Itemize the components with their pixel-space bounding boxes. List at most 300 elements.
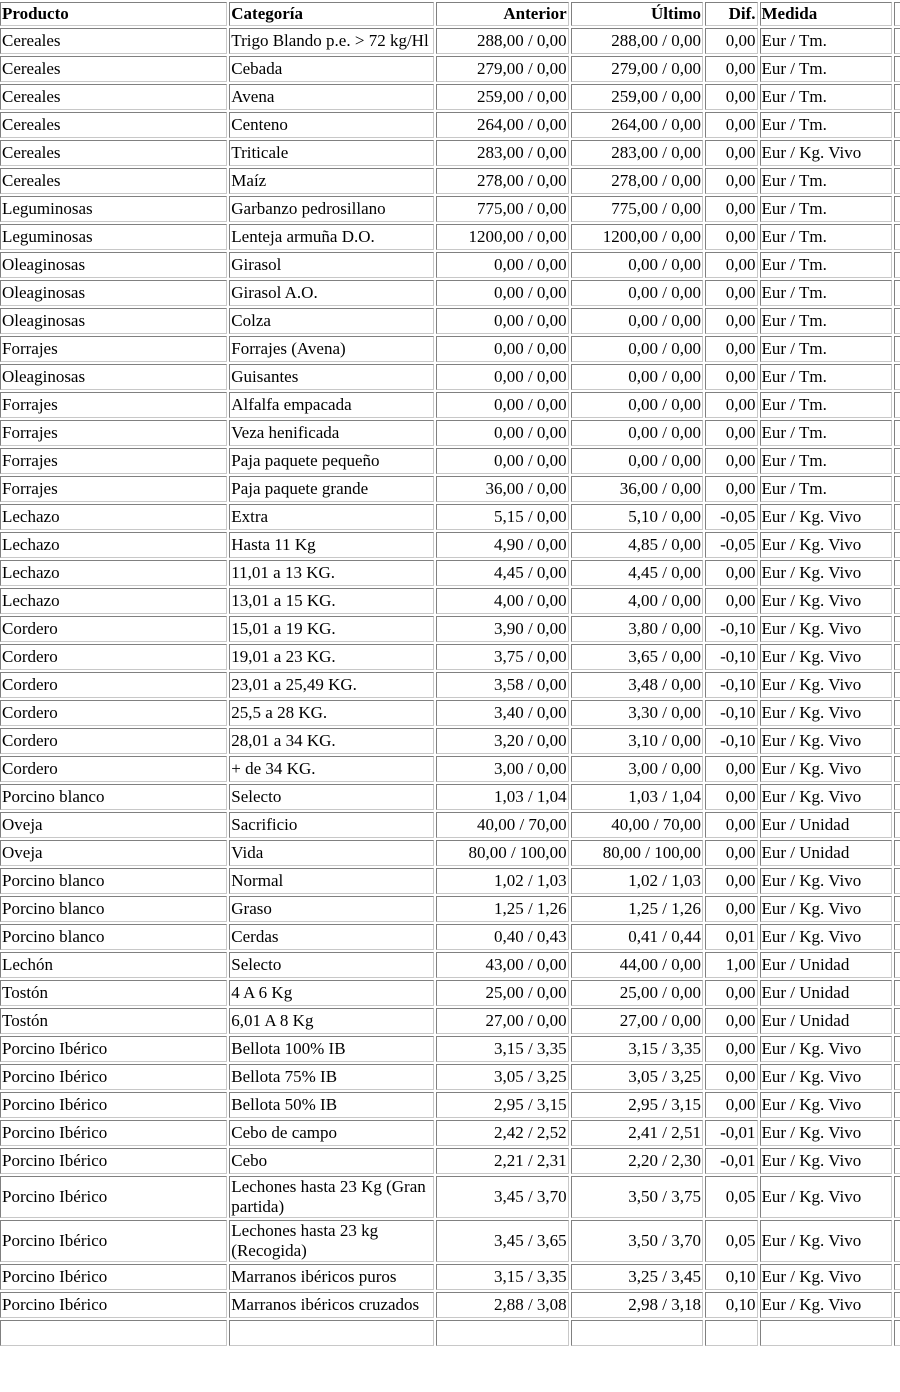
dif-cell: 0,00 [705, 1092, 758, 1118]
extra-cell [894, 364, 900, 390]
medida-cell: Eur / Kg. Vivo [760, 532, 892, 558]
producto-cell: Cereales [0, 112, 227, 138]
extra-cell [894, 1092, 900, 1118]
medida-cell: Eur / Unidad [760, 980, 892, 1006]
dif-cell: 0,01 [705, 924, 758, 950]
ultimo-cell: 2,95 / 3,15 [571, 1092, 703, 1118]
ultimo-cell: 4,85 / 0,00 [571, 532, 703, 558]
cut-off-cell [760, 1320, 892, 1346]
categoria-cell: Colza [229, 308, 434, 334]
medida-cell: Eur / Kg. Vivo [760, 672, 892, 698]
anterior-cell: 0,00 / 0,00 [436, 448, 568, 474]
dif-cell: 0,00 [705, 1036, 758, 1062]
anterior-cell: 36,00 / 0,00 [436, 476, 568, 502]
medida-cell: Eur / Tm. [760, 308, 892, 334]
extra-cell [894, 868, 900, 894]
ultimo-cell: 0,00 / 0,00 [571, 280, 703, 306]
categoria-cell: Lechones hasta 23 kg (Recogida) [229, 1220, 434, 1262]
table-row [0, 448, 900, 474]
dif-cell: 0,05 [705, 1220, 758, 1262]
producto-cell: Lechazo [0, 560, 227, 586]
extra-cell [894, 1292, 900, 1318]
categoria-cell: 19,01 a 23 KG. [229, 644, 434, 670]
medida-cell: Eur / Unidad [760, 952, 892, 978]
anterior-cell: 1,25 / 1,26 [436, 896, 568, 922]
table-row [0, 84, 900, 110]
ultimo-cell: 259,00 / 0,00 [571, 84, 703, 110]
anterior-cell: 4,00 / 0,00 [436, 588, 568, 614]
medida-cell: Eur / Kg. Vivo [760, 1264, 892, 1290]
anterior-cell: 2,42 / 2,52 [436, 1120, 568, 1146]
producto-cell: Lechazo [0, 532, 227, 558]
extra-cell [894, 336, 900, 362]
cut-off-cell [705, 1320, 758, 1346]
anterior-cell: 279,00 / 0,00 [436, 56, 568, 82]
table-row [0, 392, 900, 418]
table-row [0, 1292, 900, 1318]
table-row [0, 840, 900, 866]
ultimo-cell: 2,20 / 2,30 [571, 1148, 703, 1174]
extra-cell [894, 1120, 900, 1146]
categoria-cell: Guisantes [229, 364, 434, 390]
medida-cell: Eur / Kg. Vivo [760, 1220, 892, 1262]
ultimo-cell: 40,00 / 70,00 [571, 812, 703, 838]
medida-cell: Eur / Kg. Vivo [760, 1148, 892, 1174]
medida-cell: Eur / Tm. [760, 56, 892, 82]
medida-cell: Eur / Kg. Vivo [760, 896, 892, 922]
cut-off-row [0, 1320, 900, 1346]
ultimo-cell: 3,15 / 3,35 [571, 1036, 703, 1062]
medida-cell: Eur / Kg. Vivo [760, 756, 892, 782]
extra-cell [894, 84, 900, 110]
extra-cell [894, 1148, 900, 1174]
ultimo-cell: 288,00 / 0,00 [571, 28, 703, 54]
extra-cell [894, 1036, 900, 1062]
table-row [0, 644, 900, 670]
anterior-cell: 0,00 / 0,00 [436, 336, 568, 362]
ultimo-cell: 2,41 / 2,51 [571, 1120, 703, 1146]
table-row [0, 952, 900, 978]
producto-cell: Oleaginosas [0, 280, 227, 306]
producto-cell: Cereales [0, 28, 227, 54]
extra-cell [894, 1176, 900, 1218]
medida-cell: Eur / Kg. Vivo [760, 1120, 892, 1146]
anterior-cell: 2,88 / 3,08 [436, 1292, 568, 1318]
producto-cell: Porcino Ibérico [0, 1148, 227, 1174]
categoria-cell: Girasol A.O. [229, 280, 434, 306]
medida-cell: Eur / Tm. [760, 476, 892, 502]
ultimo-cell: 3,25 / 3,45 [571, 1264, 703, 1290]
categoria-cell: Lenteja armuña D.O. [229, 224, 434, 250]
dif-cell: 0,00 [705, 420, 758, 446]
medida-cell: Eur / Kg. Vivo [760, 700, 892, 726]
producto-cell: Oveja [0, 840, 227, 866]
extra-cell [894, 308, 900, 334]
extra-cell [894, 28, 900, 54]
dif-cell: 1,00 [705, 952, 758, 978]
table-row [0, 896, 900, 922]
categoria-cell: Paja paquete pequeño [229, 448, 434, 474]
extra-cell [894, 644, 900, 670]
cut-off-cell [0, 1320, 227, 1346]
dif-cell: 0,10 [705, 1292, 758, 1318]
producto-cell: Forrajes [0, 476, 227, 502]
dif-cell: 0,00 [705, 560, 758, 586]
producto-cell: Porcino blanco [0, 868, 227, 894]
dif-cell: -0,10 [705, 728, 758, 754]
categoria-cell: Hasta 11 Kg [229, 532, 434, 558]
dif-cell: 0,00 [705, 308, 758, 334]
anterior-cell: 3,90 / 0,00 [436, 616, 568, 642]
anterior-cell: 283,00 / 0,00 [436, 140, 568, 166]
medida-cell: Eur / Tm. [760, 112, 892, 138]
dif-cell: 0,00 [705, 1008, 758, 1034]
categoria-cell: + de 34 KG. [229, 756, 434, 782]
extra-cell [894, 700, 900, 726]
categoria-cell: Bellota 100% IB [229, 1036, 434, 1062]
table-row [0, 308, 900, 334]
medida-cell: Eur / Tm. [760, 252, 892, 278]
extra-cell [894, 420, 900, 446]
ultimo-cell: 25,00 / 0,00 [571, 980, 703, 1006]
extra-cell [894, 392, 900, 418]
categoria-cell: Paja paquete grande [229, 476, 434, 502]
extra-cell [894, 1264, 900, 1290]
ultimo-cell: 3,10 / 0,00 [571, 728, 703, 754]
anterior-cell: 288,00 / 0,00 [436, 28, 568, 54]
ultimo-cell: 0,00 / 0,00 [571, 364, 703, 390]
medida-cell: Eur / Tm. [760, 28, 892, 54]
extra-cell [894, 476, 900, 502]
ultimo-cell: 3,05 / 3,25 [571, 1064, 703, 1090]
ultimo-cell: 264,00 / 0,00 [571, 112, 703, 138]
dif-cell: 0,00 [705, 868, 758, 894]
cut-off-cell [436, 1320, 568, 1346]
table-row [0, 168, 900, 194]
dif-cell: 0,00 [705, 392, 758, 418]
producto-cell: Forrajes [0, 448, 227, 474]
anterior-cell: 25,00 / 0,00 [436, 980, 568, 1006]
ultimo-cell: 0,00 / 0,00 [571, 448, 703, 474]
ultimo-cell: 0,00 / 0,00 [571, 308, 703, 334]
ultimo-cell: 0,00 / 0,00 [571, 336, 703, 362]
ultimo-cell: 27,00 / 0,00 [571, 1008, 703, 1034]
header-anterior: Anterior [436, 2, 568, 26]
extra-cell [894, 616, 900, 642]
producto-cell: Porcino Ibérico [0, 1064, 227, 1090]
table-row [0, 1264, 900, 1290]
anterior-cell: 3,40 / 0,00 [436, 700, 568, 726]
dif-cell: 0,00 [705, 812, 758, 838]
table-row [0, 812, 900, 838]
ultimo-cell: 3,50 / 3,70 [571, 1220, 703, 1262]
ultimo-cell: 1,02 / 1,03 [571, 868, 703, 894]
medida-cell: Eur / Kg. Vivo [760, 784, 892, 810]
table-row [0, 28, 900, 54]
anterior-cell: 0,00 / 0,00 [436, 280, 568, 306]
extra-cell [894, 224, 900, 250]
producto-cell: Porcino Ibérico [0, 1264, 227, 1290]
header-row [0, 2, 900, 26]
table-row [0, 504, 900, 530]
extra-cell [894, 140, 900, 166]
ultimo-cell: 3,80 / 0,00 [571, 616, 703, 642]
anterior-cell: 3,20 / 0,00 [436, 728, 568, 754]
anterior-cell: 278,00 / 0,00 [436, 168, 568, 194]
dif-cell: -0,05 [705, 504, 758, 530]
producto-cell: Oleaginosas [0, 364, 227, 390]
producto-cell: Cordero [0, 756, 227, 782]
categoria-cell: Graso [229, 896, 434, 922]
table-row [0, 868, 900, 894]
medida-cell: Eur / Tm. [760, 336, 892, 362]
producto-cell: Cereales [0, 84, 227, 110]
header-producto: Producto [0, 2, 227, 26]
medida-cell: Eur / Kg. Vivo [760, 1292, 892, 1318]
table-row [0, 1092, 900, 1118]
ultimo-cell: 0,00 / 0,00 [571, 392, 703, 418]
producto-cell: Porcino Ibérico [0, 1292, 227, 1318]
table-row [0, 1008, 900, 1034]
table-row [0, 588, 900, 614]
extra-cell [894, 560, 900, 586]
producto-cell: Lechazo [0, 588, 227, 614]
table-row [0, 336, 900, 362]
extra-cell [894, 1064, 900, 1090]
anterior-cell: 3,58 / 0,00 [436, 672, 568, 698]
producto-cell: Tostón [0, 1008, 227, 1034]
dif-cell: 0,10 [705, 1264, 758, 1290]
categoria-cell: Sacrificio [229, 812, 434, 838]
anterior-cell: 0,00 / 0,00 [436, 420, 568, 446]
anterior-cell: 0,00 / 0,00 [436, 364, 568, 390]
table-row [0, 700, 900, 726]
table-row [0, 980, 900, 1006]
table-row [0, 196, 900, 222]
cut-off-cell [894, 1320, 900, 1346]
producto-cell: Leguminosas [0, 196, 227, 222]
ultimo-cell: 44,00 / 0,00 [571, 952, 703, 978]
dif-cell: 0,00 [705, 784, 758, 810]
producto-cell: Porcino Ibérico [0, 1120, 227, 1146]
extra-cell [894, 924, 900, 950]
ultimo-cell: 2,98 / 3,18 [571, 1292, 703, 1318]
dif-cell: 0,00 [705, 336, 758, 362]
anterior-cell: 0,00 / 0,00 [436, 392, 568, 418]
categoria-cell: Veza henificada [229, 420, 434, 446]
medida-cell: Eur / Kg. Vivo [760, 616, 892, 642]
dif-cell: 0,00 [705, 756, 758, 782]
table-row [0, 616, 900, 642]
extra-cell [894, 504, 900, 530]
producto-cell: Porcino Ibérico [0, 1036, 227, 1062]
medida-cell: Eur / Tm. [760, 84, 892, 110]
table-row [0, 560, 900, 586]
table-row [0, 784, 900, 810]
table-row [0, 56, 900, 82]
categoria-cell: Centeno [229, 112, 434, 138]
producto-cell: Cordero [0, 672, 227, 698]
table-row [0, 924, 900, 950]
dif-cell: 0,00 [705, 140, 758, 166]
medida-cell: Eur / Kg. Vivo [760, 504, 892, 530]
categoria-cell: Alfalfa empacada [229, 392, 434, 418]
producto-cell: Cordero [0, 700, 227, 726]
anterior-cell: 27,00 / 0,00 [436, 1008, 568, 1034]
table-row [0, 112, 900, 138]
medida-cell: Eur / Tm. [760, 196, 892, 222]
medida-cell: Eur / Kg. Vivo [760, 140, 892, 166]
ultimo-cell: 4,45 / 0,00 [571, 560, 703, 586]
dif-cell: -0,01 [705, 1148, 758, 1174]
medida-cell: Eur / Tm. [760, 280, 892, 306]
ultimo-cell: 3,65 / 0,00 [571, 644, 703, 670]
categoria-cell: Cebada [229, 56, 434, 82]
header-medida: Medida [760, 2, 892, 26]
producto-cell: Porcino Ibérico [0, 1220, 227, 1262]
table-row [0, 1064, 900, 1090]
ultimo-cell: 5,10 / 0,00 [571, 504, 703, 530]
extra-cell [894, 728, 900, 754]
categoria-cell: Bellota 75% IB [229, 1064, 434, 1090]
cut-off-cell [571, 1320, 703, 1346]
table-row [0, 224, 900, 250]
anterior-cell: 40,00 / 70,00 [436, 812, 568, 838]
dif-cell: -0,05 [705, 532, 758, 558]
categoria-cell: Normal [229, 868, 434, 894]
table-row [0, 532, 900, 558]
ultimo-cell: 283,00 / 0,00 [571, 140, 703, 166]
categoria-cell: Trigo Blando p.e. > 72 kg/Hl [229, 28, 434, 54]
producto-cell: Porcino blanco [0, 784, 227, 810]
table-row [0, 476, 900, 502]
dif-cell: 0,05 [705, 1176, 758, 1218]
anterior-cell: 43,00 / 0,00 [436, 952, 568, 978]
anterior-cell: 3,15 / 3,35 [436, 1264, 568, 1290]
anterior-cell: 3,15 / 3,35 [436, 1036, 568, 1062]
ultimo-cell: 0,41 / 0,44 [571, 924, 703, 950]
medida-cell: Eur / Tm. [760, 224, 892, 250]
producto-cell: Cordero [0, 644, 227, 670]
categoria-cell: Marranos ibéricos cruzados [229, 1292, 434, 1318]
categoria-cell: Avena [229, 84, 434, 110]
dif-cell: -0,10 [705, 644, 758, 670]
ultimo-cell: 775,00 / 0,00 [571, 196, 703, 222]
extra-cell [894, 952, 900, 978]
dif-cell: 0,00 [705, 56, 758, 82]
medida-cell: Eur / Kg. Vivo [760, 588, 892, 614]
extra-cell [894, 56, 900, 82]
ultimo-cell: 0,00 / 0,00 [571, 420, 703, 446]
categoria-cell: Girasol [229, 252, 434, 278]
table-row [0, 1220, 900, 1262]
medida-cell: Eur / Tm. [760, 392, 892, 418]
table-row [0, 280, 900, 306]
medida-cell: Eur / Kg. Vivo [760, 644, 892, 670]
producto-cell: Cereales [0, 56, 227, 82]
table-row [0, 1148, 900, 1174]
producto-cell: Forrajes [0, 420, 227, 446]
categoria-cell: Vida [229, 840, 434, 866]
categoria-cell: 11,01 a 13 KG. [229, 560, 434, 586]
anterior-cell: 775,00 / 0,00 [436, 196, 568, 222]
extra-cell [894, 252, 900, 278]
producto-cell: Porcino Ibérico [0, 1092, 227, 1118]
extra-cell [894, 168, 900, 194]
anterior-cell: 4,45 / 0,00 [436, 560, 568, 586]
categoria-cell: Lechones hasta 23 Kg (Gran partida) [229, 1176, 434, 1218]
extra-cell [894, 280, 900, 306]
table-row [0, 1036, 900, 1062]
table-row [0, 1120, 900, 1146]
anterior-cell: 0,00 / 0,00 [436, 308, 568, 334]
producto-cell: Tostón [0, 980, 227, 1006]
ultimo-cell: 36,00 / 0,00 [571, 476, 703, 502]
producto-cell: Cordero [0, 728, 227, 754]
extra-cell [894, 112, 900, 138]
header-categoria: Categoría [229, 2, 434, 26]
dif-cell: -0,01 [705, 1120, 758, 1146]
table-row [0, 420, 900, 446]
dif-cell: -0,10 [705, 700, 758, 726]
categoria-cell: 13,01 a 15 KG. [229, 588, 434, 614]
anterior-cell: 2,21 / 2,31 [436, 1148, 568, 1174]
anterior-cell: 3,75 / 0,00 [436, 644, 568, 670]
dif-cell: 0,00 [705, 280, 758, 306]
producto-cell: Forrajes [0, 336, 227, 362]
medida-cell: Eur / Kg. Vivo [760, 1036, 892, 1062]
extra-cell [894, 1220, 900, 1262]
categoria-cell: Selecto [229, 784, 434, 810]
ultimo-cell: 4,00 / 0,00 [571, 588, 703, 614]
ultimo-cell: 3,48 / 0,00 [571, 672, 703, 698]
dif-cell: 0,00 [705, 224, 758, 250]
cut-off-cell [229, 1320, 434, 1346]
categoria-cell: Triticale [229, 140, 434, 166]
producto-cell: Porcino blanco [0, 896, 227, 922]
anterior-cell: 1,02 / 1,03 [436, 868, 568, 894]
medida-cell: Eur / Kg. Vivo [760, 1092, 892, 1118]
categoria-cell: Bellota 50% IB [229, 1092, 434, 1118]
producto-cell: Cereales [0, 140, 227, 166]
categoria-cell: Cebo [229, 1148, 434, 1174]
dif-cell: 0,00 [705, 364, 758, 390]
categoria-cell: Cerdas [229, 924, 434, 950]
dif-cell: 0,00 [705, 112, 758, 138]
anterior-cell: 3,00 / 0,00 [436, 756, 568, 782]
producto-cell: Lechón [0, 952, 227, 978]
medida-cell: Eur / Unidad [760, 1008, 892, 1034]
ultimo-cell: 1,25 / 1,26 [571, 896, 703, 922]
medida-cell: Eur / Tm. [760, 420, 892, 446]
ultimo-cell: 0,00 / 0,00 [571, 252, 703, 278]
dif-cell: -0,10 [705, 616, 758, 642]
medida-cell: Eur / Kg. Vivo [760, 1064, 892, 1090]
table-row [0, 140, 900, 166]
dif-cell: 0,00 [705, 196, 758, 222]
categoria-cell: 6,01 A 8 Kg [229, 1008, 434, 1034]
anterior-cell: 264,00 / 0,00 [436, 112, 568, 138]
categoria-cell: 23,01 a 25,49 KG. [229, 672, 434, 698]
table-row [0, 1176, 900, 1218]
dif-cell: 0,00 [705, 1064, 758, 1090]
anterior-cell: 4,90 / 0,00 [436, 532, 568, 558]
medida-cell: Eur / Kg. Vivo [760, 924, 892, 950]
table-row [0, 672, 900, 698]
ultimo-cell: 3,50 / 3,75 [571, 1176, 703, 1218]
categoria-cell: 28,01 a 34 KG. [229, 728, 434, 754]
medida-cell: Eur / Tm. [760, 448, 892, 474]
